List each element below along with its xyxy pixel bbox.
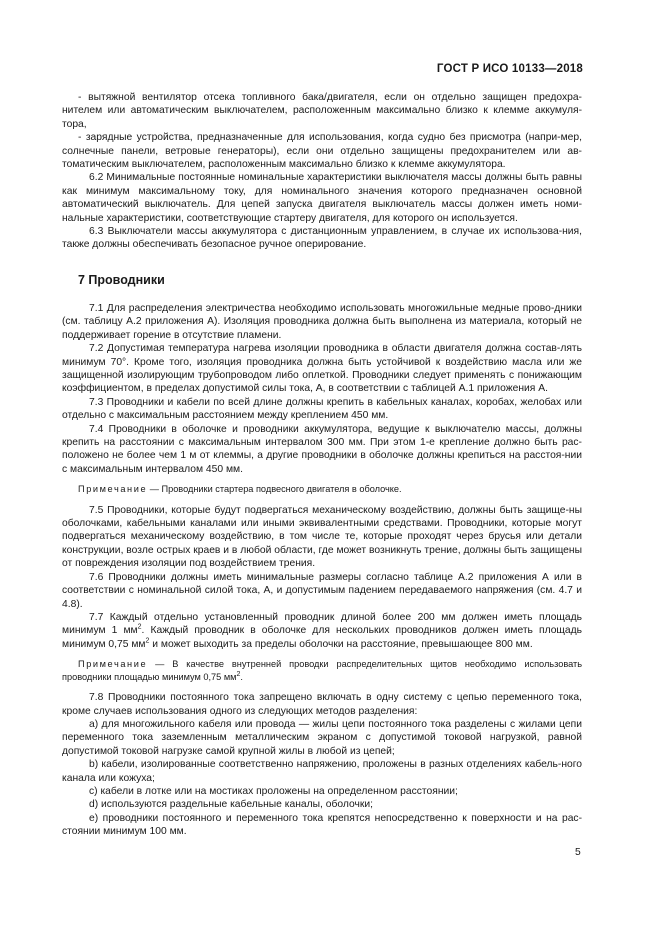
list-item: b) кабели, изолированные соответственно напряжению, проложены в разных отделениях кабель-ного канала или кожуха;	[62, 759, 582, 784]
superscript: 2	[137, 623, 142, 631]
note-2	[62, 658, 582, 683]
note-text: — Проводники стартера подвесного двигателя в оболочке.	[147, 484, 402, 495]
paragraph-7-5: 7.5 Проводники, которые будут подвергаться механическому воздействию, должны быть защище-ны оболочками, кабельными каналами или иными эквивалентными средствами. Проводники, которые могут подвергаться механическому воздействию, в том числе те, которые проходят через брусья или детали конструкции, возле острых краев и в любой области, где может возникнуть трение, должны быть защищены от повреждения изоляции под воздействием трения.	[62, 504, 582, 570]
list-item: c) кабели в лотке или на мостиках проложены на определенном расстоянии;	[89, 785, 458, 797]
document-body	[62, 91, 582, 839]
note-text: — В качестве внутренней проводки распределительных щитов необходимо использовать проводники площадью минимум 0,75 мм	[62, 659, 582, 682]
paragraph-6-3: 6.3 Выключатели массы аккумулятора с дистанционным управлением, в случае их использова-ния, также должны обеспечивать безопасное ручное оперирование.	[62, 226, 582, 251]
section-title: 7 Проводники	[78, 272, 165, 287]
note-text: .	[240, 671, 243, 682]
note-label: Примечание	[78, 659, 148, 670]
paragraph-7-6: 7.6 Проводники должны иметь минимальные размеры согласно таблице А.2 приложения А или в соответствии с номинальной силой тока, А, и допустимым падением передаваемого напряжения (см. 4.7 и 4.8).	[62, 571, 582, 610]
paragraph-7-8: 7.8 Проводники постоянного тока запрещено включать в одну систему с цепью переменного тока, кроме случаев использования одного из следующих методов разделения:	[62, 692, 582, 717]
note-label: Примечание	[78, 484, 148, 495]
paragraph-7-1: 7.1 Для распределения электричества необходимо использовать многожильные медные прово-дники (см. таблицу А.2 приложения А). Изоляция проводника должна быть выполнена из материала, который не поддерживает горение в отсутствие пламени.	[62, 302, 582, 341]
text-fragment: и может выходить за пределы оболочки на расстояние, превышающее 800 мм.	[149, 638, 533, 650]
list-item: a) для многожильного кабеля или провода — жилы цепи постоянного тока разделены с жилами цепи переменного тока заземленным металлическим экраном с допустимой токовой нагрузкой, равной допустимой токовой нагрузке самой крупной жилы в любой из цепей;	[62, 718, 582, 757]
text-fragment: 7.7 Каждый отдельно установленный проводник длиной более 200 мм должен иметь площадь минимум 1 мм	[62, 611, 582, 637]
list-item: d) используются раздельные кабельные каналы, оболочки;	[89, 799, 373, 811]
list-item: - зарядные устройства, предназначенные для использования, когда судно без присмотра (напри-мер, солнечные панели, ветровые генераторы), если они отдельно защищены предохранителем или ав-томатическим выключателем, расположенным максимально близко к клемме аккумулятора.	[62, 132, 582, 171]
page-number: 5	[575, 847, 581, 858]
list-item: - вытяжной вентилятор отсека топливного бака/двигателя, если он отдельно защищен предохра-нителем или автоматическим выключателем, расположенным максимально близко к клемме аккумуля-тора,	[62, 92, 582, 130]
note-1	[62, 483, 582, 496]
paragraph-7-3: 7.3 Проводники и кабели по всей длине должны крепить в кабельных каналах, коробах, желобах или отдельно с максимальным расстоянием между креплением 450 мм.	[62, 396, 582, 422]
list-item: e) проводники постоянного и переменного тока крепятся непосредственно к поверхности и на рас-стоянии минимум 100 мм.	[62, 812, 582, 838]
paragraph-7-2: 7.2 Допустимая температура нагрева изоляции проводника в области двигателя должна состав-лять минимум 70°. Кроме того, изоляция проводника должна быть устойчивой к воздействию масла или же защищенной изолирующим трубопроводом либо оплеткой. Проводники следует применять с понижающим коэффициентом, в пределах допустимой силы тока, А, в соответствии с таблицей А.1 приложения А.	[62, 343, 582, 395]
document-header-code: ГОСТ Р ИСО 10133—2018	[436, 63, 583, 75]
paragraph-7-4: 7.4 Проводники в оболочке и проводники аккумулятора, ведущие к выключателю массы, должны крепить на расстоянии с максимальным интервалом 300 мм. При этом 1-е крепление должно быть рас-положено не более чем 1 м от клеммы, а другие проводники в оболочке должны крепиться на расстоя-нии с максимальным интервалом 450 мм.	[62, 423, 582, 475]
superscript: 2	[236, 670, 241, 678]
text-fragment: . Каждый проводник в оболочке для нескольких проводников должен иметь площадь минимум 0,75 мм	[62, 625, 583, 650]
paragraph-6-2: 6.2 Минимальные постоянные номинальные характеристики выключателя массы должны быть равны как минимум максимальному току, для номинального значения которого предназначен основной автоматический выключатель. Для цепей запуска двигателя выключатель массы должен иметь номи-нальные характеристики, соответствующие стартеру двигателя, для которого он используется.	[62, 172, 582, 224]
superscript: 2	[145, 637, 150, 645]
paragraph-7-7	[62, 611, 582, 651]
